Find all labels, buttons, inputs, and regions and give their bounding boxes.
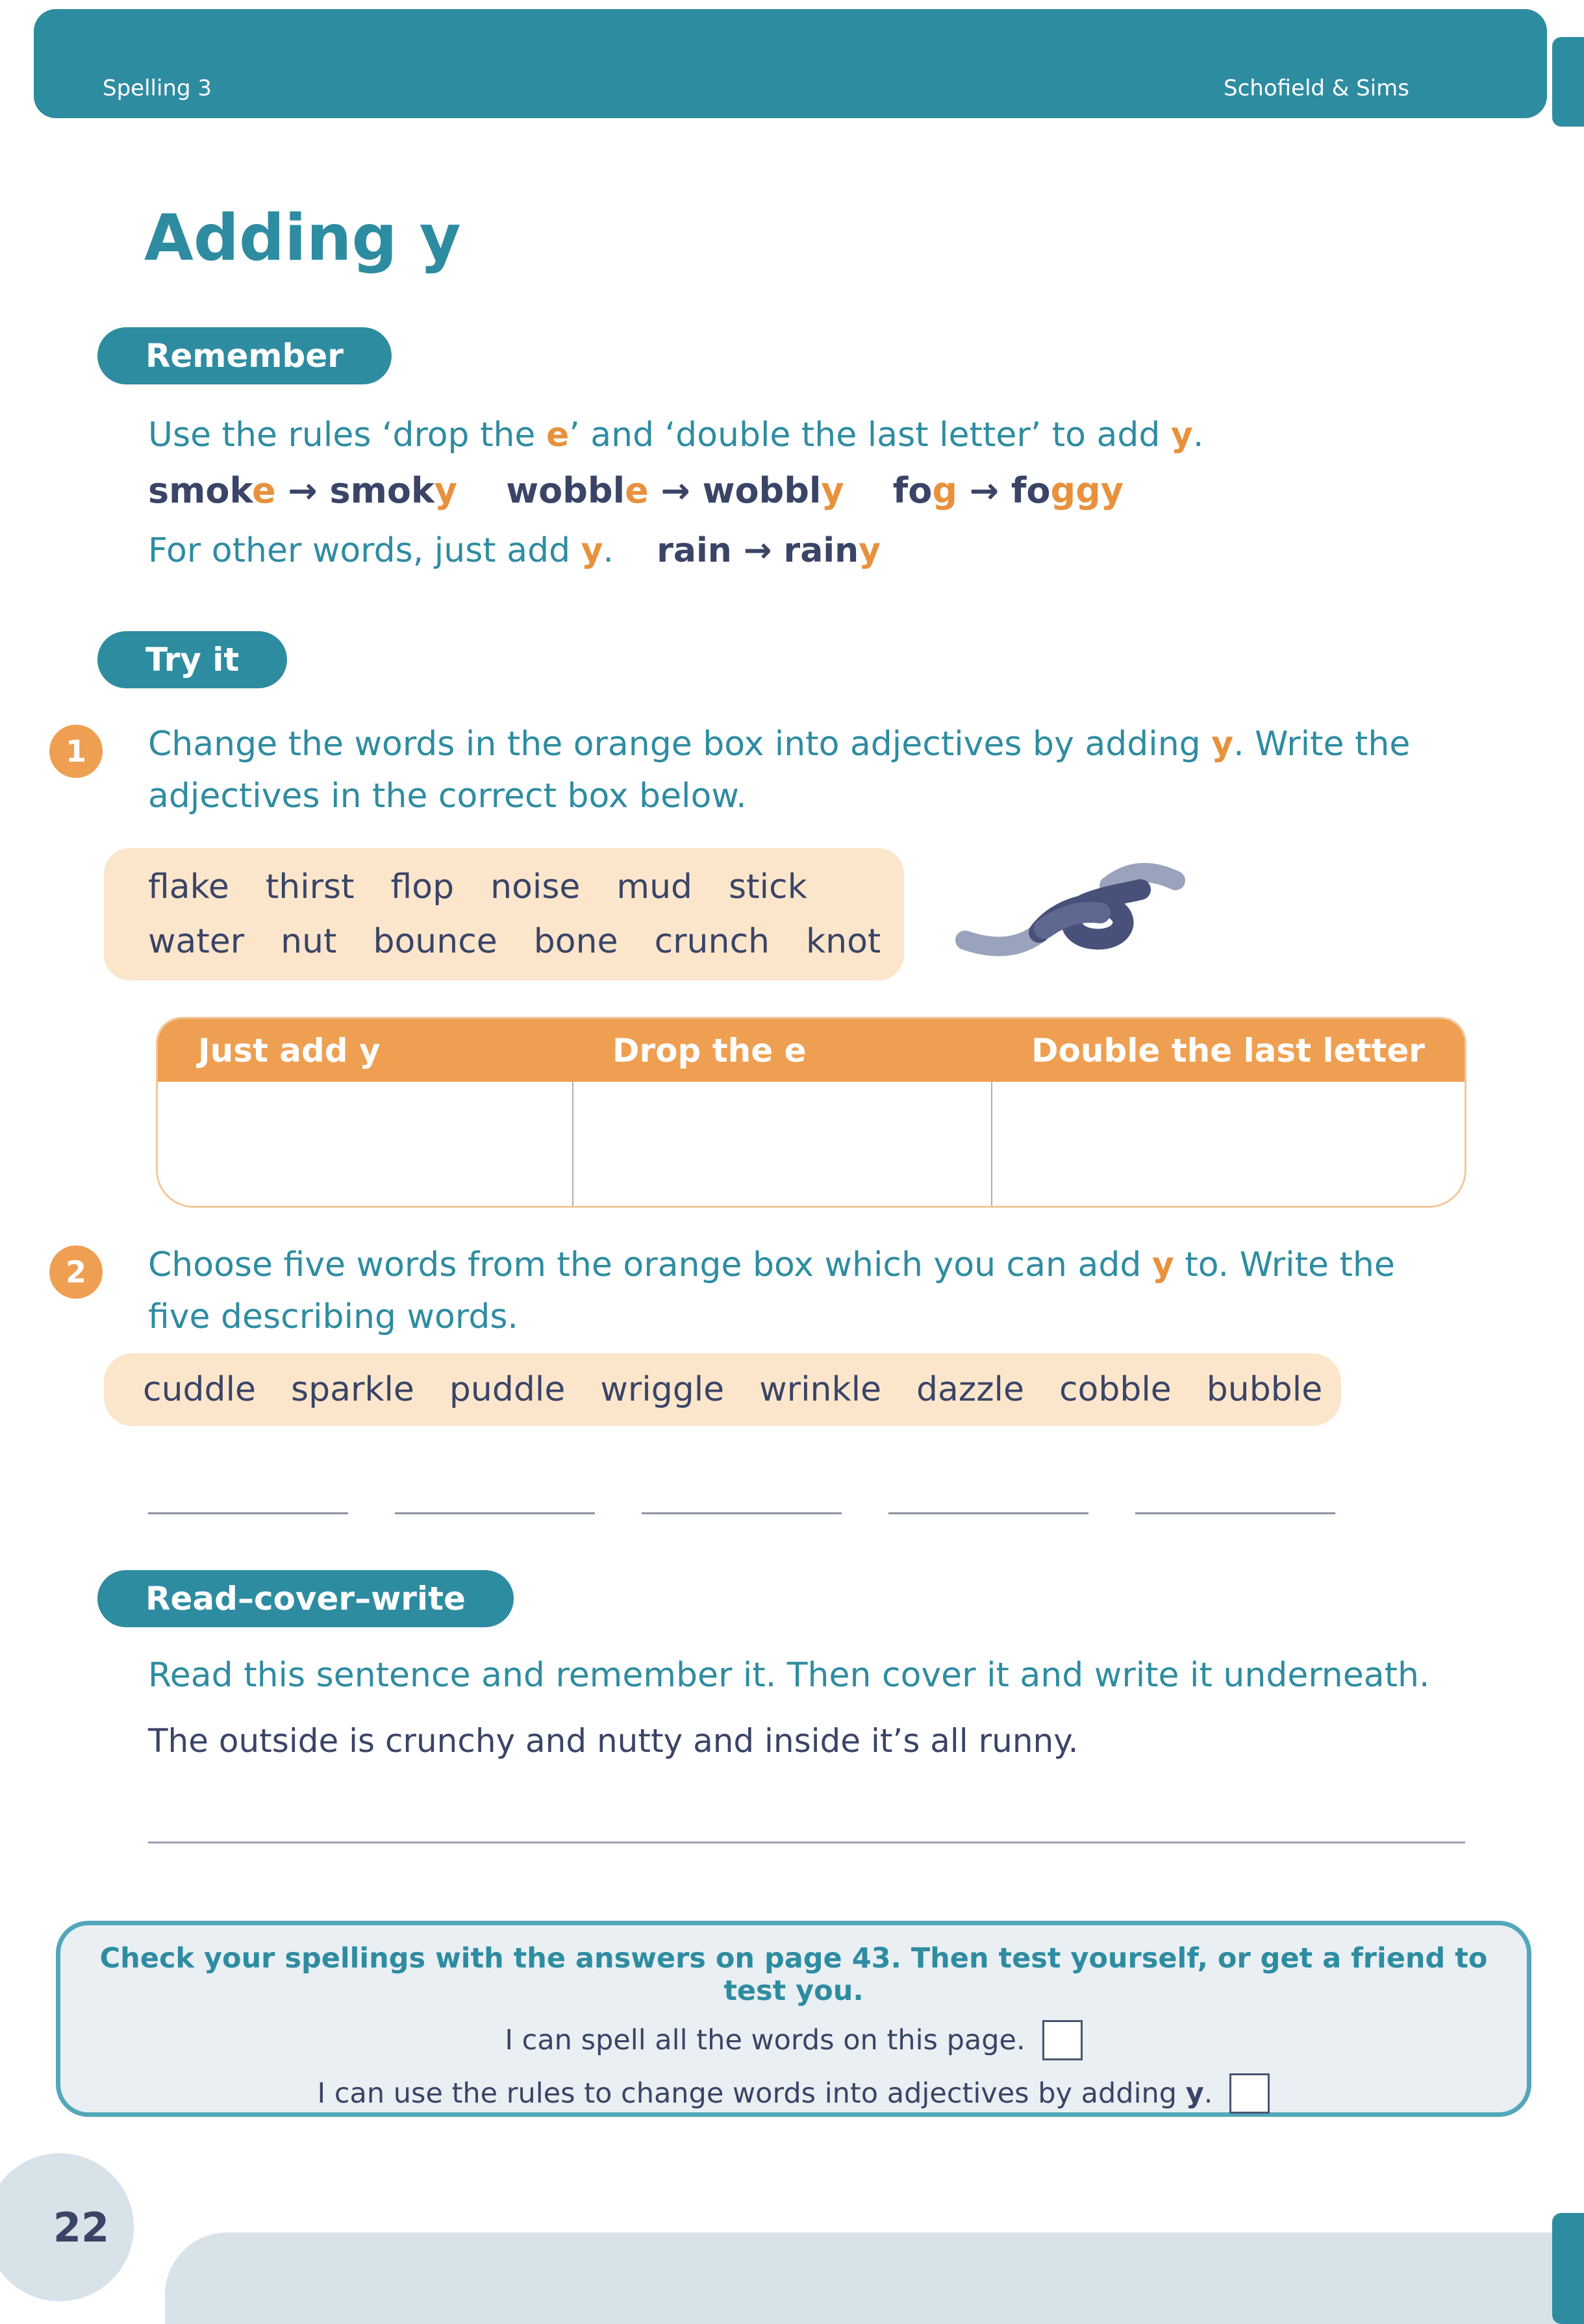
word: bone	[533, 922, 618, 961]
try-it-badge-label: Try it	[145, 641, 240, 679]
edge-tab-bottom	[1552, 2213, 1584, 2324]
checkbox-spell-words[interactable]	[1042, 2020, 1083, 2060]
answer-blanks	[148, 1492, 1335, 1514]
word: crunch	[654, 922, 770, 961]
word: flake	[148, 868, 229, 906]
answer-blank-1[interactable]	[148, 1492, 348, 1514]
table-answer-cell-drop-the-e[interactable]	[572, 1082, 991, 1206]
check-statement-1: I can spell all the words on this page.	[505, 2024, 1025, 2056]
question-2-text	[148, 1239, 1395, 1343]
word-box-1	[104, 848, 904, 981]
question-1-line-2: adjectives in the correct box below.	[148, 777, 747, 816]
word: sparkle	[291, 1370, 414, 1409]
read-cover-write-badge-label: Read–cover–write	[145, 1580, 466, 1618]
table-header-double-last-letter: Double the last letter	[991, 1019, 1465, 1082]
answer-blank-2[interactable]	[395, 1492, 595, 1514]
word: water	[148, 922, 245, 961]
word: bubble	[1206, 1370, 1323, 1409]
word-box-2	[104, 1353, 1341, 1426]
word: mud	[616, 868, 693, 906]
word: noise	[490, 868, 581, 906]
remember-badge	[97, 327, 392, 384]
word: dazzle	[916, 1370, 1024, 1409]
check-row-2	[60, 2073, 1527, 2114]
answer-blank-4[interactable]	[888, 1492, 1088, 1514]
check-row-1	[60, 2020, 1527, 2060]
word: nut	[281, 922, 337, 961]
word: cobble	[1059, 1370, 1172, 1409]
remember-rule-1: Use the rules ‘drop the e’ and ‘double the last letter’ to add y.	[148, 416, 1204, 455]
table-header-just-add-y: Just add y	[158, 1019, 572, 1082]
page-title: Adding y	[144, 201, 461, 275]
word: stick	[729, 868, 807, 906]
table-header-drop-the-e: Drop the e	[572, 1019, 991, 1082]
answer-blank-3[interactable]	[642, 1492, 842, 1514]
question-1-line-1: Change the words in the orange box into adjectives by adding y. Write the	[148, 725, 1411, 764]
page-header	[34, 9, 1547, 118]
table-column-just-add-y	[158, 1019, 572, 1206]
word: cuddle	[143, 1370, 257, 1409]
header-series-label: Spelling 3	[103, 75, 212, 101]
page-number: 22	[53, 2203, 110, 2251]
remember-examples: smoke → smoky wobble → wobbly fog → foggy	[148, 470, 1124, 511]
page-number-circle	[0, 2153, 134, 2301]
word: wrinkle	[759, 1370, 882, 1409]
knot-illustration	[953, 843, 1187, 979]
header-publisher-label: Schofield & Sims	[1224, 75, 1409, 101]
edge-tab-top	[1552, 37, 1584, 127]
question-1-number: 1	[49, 725, 103, 778]
word: puddle	[449, 1370, 566, 1409]
remember-badge-label: Remember	[145, 337, 344, 375]
sorting-table	[156, 1017, 1466, 1208]
word: bounce	[373, 922, 497, 961]
read-cover-write-instruction: Read this sentence and remember it. Then cover it and write it underneath.	[148, 1656, 1430, 1695]
question-2-line-2: five describing words.	[148, 1297, 518, 1336]
check-statement-2: I can use the rules to change words into adjectives by adding y.	[317, 2077, 1213, 2110]
word-box-1-row-1	[148, 868, 878, 906]
word: flop	[390, 868, 455, 906]
checkbox-use-rules[interactable]	[1229, 2073, 1270, 2114]
question-2-number: 2	[49, 1245, 103, 1299]
footer-decoration	[165, 2232, 1584, 2324]
table-column-drop-the-e	[572, 1019, 991, 1206]
try-it-badge	[97, 631, 287, 688]
table-column-double-last-letter	[991, 1019, 1465, 1206]
remember-rule-2: For other words, just add y. rain → rainy	[148, 531, 881, 570]
self-check-panel	[56, 1921, 1531, 2117]
word: wriggle	[600, 1370, 725, 1409]
word-box-1-row-2	[148, 922, 881, 961]
writing-line[interactable]	[148, 1842, 1465, 1843]
question-2-line-1: Choose five words from the orange box which you can add y to. Write the	[148, 1245, 1395, 1284]
table-answer-cell-just-add-y[interactable]	[158, 1082, 572, 1206]
table-answer-cell-double-last-letter[interactable]	[991, 1082, 1465, 1206]
check-heading: Check your spellings with the answers on page 43. Then test yourself, or get a friend to test you.	[99, 1942, 1488, 2007]
word: knot	[806, 922, 881, 961]
read-cover-write-badge	[97, 1570, 514, 1627]
answer-blank-5[interactable]	[1135, 1492, 1335, 1514]
question-1-text	[148, 718, 1410, 822]
word: thirst	[265, 868, 355, 906]
practice-sentence: The outside is crunchy and nutty and inside it’s all runny.	[148, 1722, 1079, 1760]
